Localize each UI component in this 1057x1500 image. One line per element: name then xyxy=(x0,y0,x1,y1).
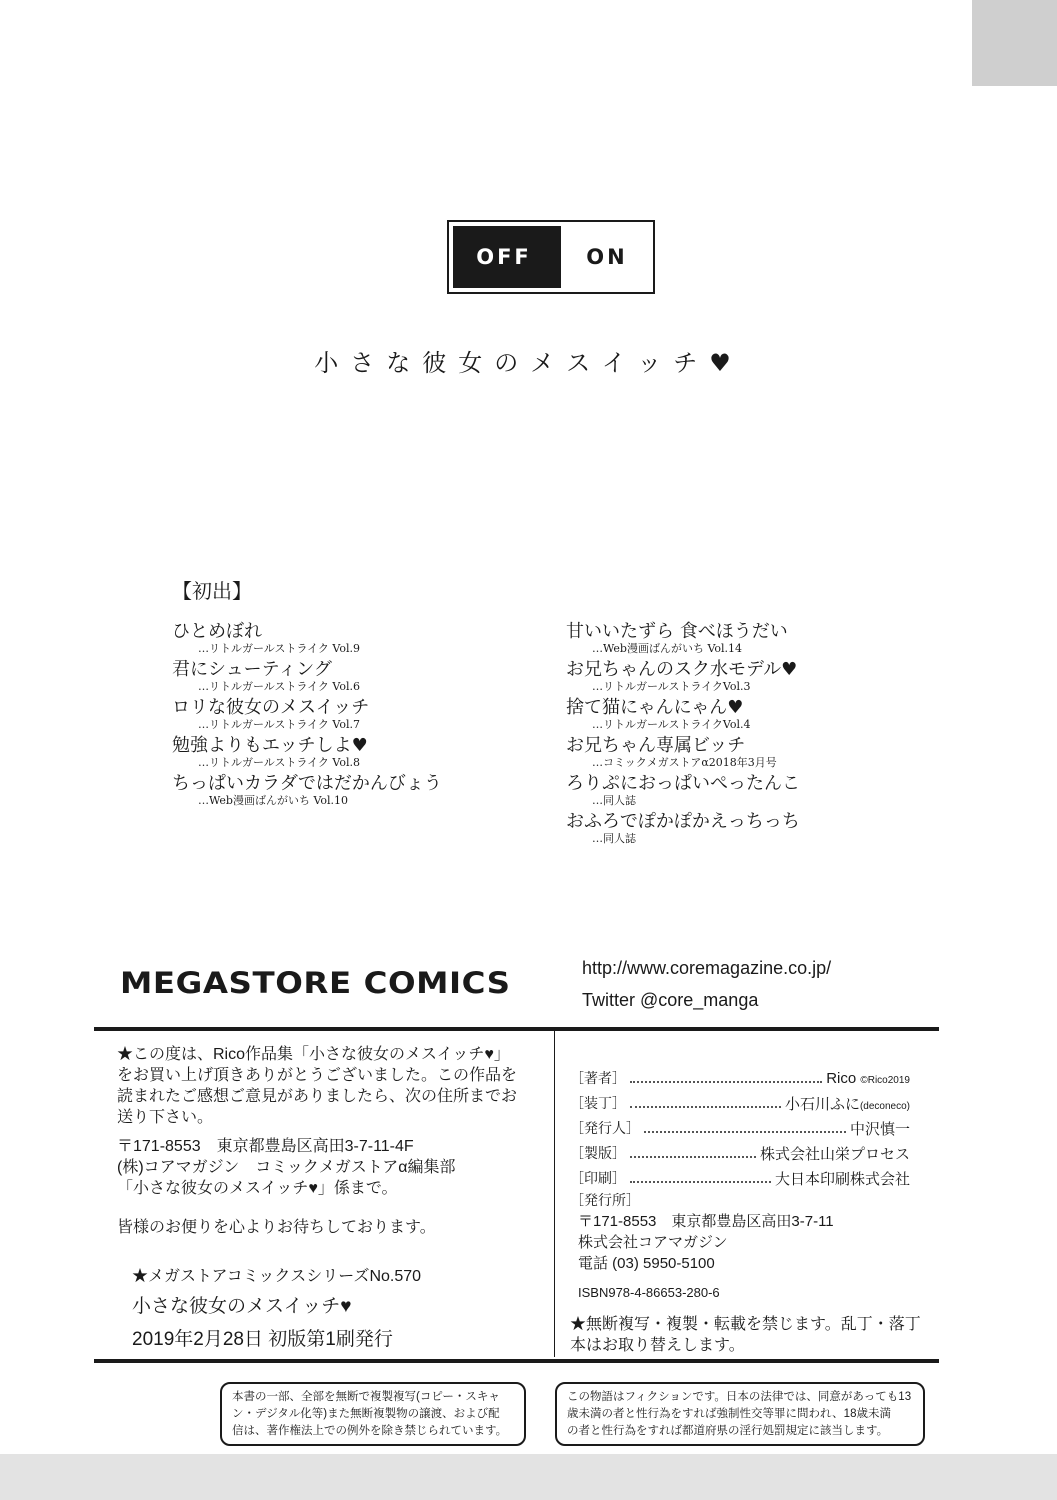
off-on-toggle-logo xyxy=(447,220,655,294)
notice-line: の者と性行為をすれば都道府県の淫行処罰規定に該当します。 xyxy=(567,1425,889,1437)
story-source: …Web漫画ばんがいち Vol.10 xyxy=(198,794,349,807)
list-item xyxy=(566,812,800,846)
prohibited-line: ★無断複写・複製・転載を禁じます。乱丁・落丁 xyxy=(570,1316,921,1333)
story-title: お兄ちゃんのスク水モデル♥ xyxy=(566,659,798,680)
address-line: 〒171-8553 東京都豊島区高田3-7-11-4F xyxy=(117,1138,414,1155)
leader-dots xyxy=(630,1148,756,1158)
story-source: …リトルガールストライクVol.4 xyxy=(592,718,751,731)
credit-value: 大日本印刷株式会社 xyxy=(774,1170,910,1188)
message-line: をお買い上げ頂きありがとうございました。この作品を xyxy=(117,1067,518,1084)
credit-row-printer xyxy=(570,1167,910,1189)
credit-row-author xyxy=(570,1067,910,1089)
list-item xyxy=(172,622,360,656)
story-source: …同人誌 xyxy=(592,832,636,845)
toggle-divider xyxy=(555,226,561,288)
list-item xyxy=(566,622,788,656)
credit-row-publisher-person xyxy=(570,1117,910,1139)
story-source: …リトルガールストライクVol.3 xyxy=(592,680,751,693)
bottom-strip xyxy=(0,1454,1057,1500)
credit-value: Rico ©Rico2019 xyxy=(826,1069,910,1087)
address-line: (株)コアマガジン コミックメガストアα編集部 xyxy=(117,1159,456,1176)
credit-value: 株式会社山栄プロセス xyxy=(759,1145,910,1163)
book-title: 小さな彼女のメスイッチ♥ xyxy=(314,349,743,377)
list-item xyxy=(172,698,369,732)
series-number: ★メガストアコミックスシリーズNo.570 xyxy=(132,1268,422,1285)
message-line: 読まれたご感想ご意見がありましたら、次の住所までお xyxy=(117,1088,518,1105)
story-title: お兄ちゃん専属ビッチ xyxy=(566,735,746,756)
fiction-notice-box xyxy=(555,1382,925,1446)
list-item xyxy=(172,774,442,808)
story-source: …リトルガールストライク Vol.6 xyxy=(198,680,360,693)
address-line: 「小さな彼女のメスイッチ♥」係まで。 xyxy=(117,1180,398,1197)
credit-row-design xyxy=(570,1092,910,1114)
toggle-off-label: OFF xyxy=(453,226,555,288)
credit-key: ［製版］ xyxy=(570,1145,626,1161)
story-source: …コミックメガストアα2018年3月号 xyxy=(592,756,777,769)
publisher-phone: 電話 (03) 5950-5100 xyxy=(578,1255,715,1272)
list-item xyxy=(566,698,750,732)
story-title: ひとめぼれ xyxy=(172,621,262,642)
notice-line: 信は、著作権法上での例外を除き禁じられています。 xyxy=(232,1425,508,1437)
leader-dots xyxy=(630,1098,781,1108)
story-title: 捨て猫にゃんにゃん♥ xyxy=(566,697,744,718)
notice-line: ン・デジタル化等)また無断複製物の譲渡、および配 xyxy=(232,1408,500,1420)
story-title: おふろでぽかぽかえっちっち xyxy=(566,811,800,832)
corner-tab xyxy=(972,0,1057,86)
credit-value: 中沢慎一 xyxy=(849,1120,910,1138)
story-source: …リトルガールストライク Vol.8 xyxy=(198,756,360,769)
credit-key: ［装丁］ xyxy=(570,1095,626,1111)
story-title: 君にシューティング xyxy=(172,659,332,680)
website-url[interactable]: http://www.coremagazine.co.jp/ xyxy=(582,958,832,978)
story-title: ろりぷにおっぱいぺったんこ xyxy=(566,773,800,794)
list-item xyxy=(172,660,360,694)
first-published-header: 【初出】 xyxy=(172,579,252,603)
publication-date: 2019年2月28日 初版第1刷発行 xyxy=(132,1329,393,1350)
story-title: ロリな彼女のメスイッチ xyxy=(172,697,370,718)
leader-dots xyxy=(630,1173,771,1183)
colophon-bottom-rule xyxy=(94,1359,939,1363)
twitter-handle[interactable]: Twitter @core_manga xyxy=(582,990,759,1010)
credit-value: 小石川ふに(deconeco) xyxy=(784,1095,910,1113)
story-source: …同人誌 xyxy=(592,794,636,807)
story-source: …リトルガールストライク Vol.9 xyxy=(198,642,360,655)
list-item xyxy=(566,736,777,770)
credit-key: ［発行人］ xyxy=(570,1120,640,1136)
notice-line: 本書の一部、全部を無断で複製複写(コピー・スキャ xyxy=(232,1391,500,1403)
copyright-notice-box xyxy=(220,1382,526,1446)
story-title: ちっぱいカラダではだかんびょう xyxy=(172,773,442,794)
story-title: 勉強よりもエッチしよ♥ xyxy=(172,735,368,756)
credit-key: ［著者］ xyxy=(570,1070,626,1086)
series-title: 小さな彼女のメスイッチ♥ xyxy=(132,1296,352,1317)
leader-dots xyxy=(630,1073,822,1083)
toggle-on-label: ON xyxy=(586,245,628,269)
colophon-top-rule xyxy=(94,1027,939,1031)
closing-message: 皆様のお便りを心よりお待ちしております。 xyxy=(117,1219,436,1236)
notice-line: 歳未満の者と性行為をすれば強制性交等罪に問われ、18歳未満 xyxy=(567,1408,891,1420)
story-source: …Web漫画ばんがいち Vol.14 xyxy=(592,642,743,655)
publisher-address: 〒171-8553 東京都豊島区高田3-7-11 xyxy=(578,1213,834,1230)
list-item xyxy=(172,736,368,770)
message-line: 送り下さい。 xyxy=(117,1109,214,1126)
publisher-key: ［発行所］ xyxy=(570,1192,640,1208)
publisher-name: 株式会社コアマガジン xyxy=(578,1234,728,1251)
credit-key: ［印刷］ xyxy=(570,1170,626,1186)
notice-line: この物語はフィクションです。日本の法律では、同意があっても13 xyxy=(567,1391,912,1403)
prohibited-line: 本はお取り替えします。 xyxy=(570,1337,745,1354)
story-source: …リトルガールストライク Vol.7 xyxy=(198,718,360,731)
isbn: ISBN978-4-86653-280-6 xyxy=(578,1285,720,1300)
message-line: ★この度は、Rico作品集「小さな彼女のメスイッチ♥」 xyxy=(117,1046,510,1063)
story-title: 甘いいたずら 食べほうだい xyxy=(566,621,788,642)
leader-dots xyxy=(644,1123,846,1133)
colophon-divider xyxy=(554,1031,555,1357)
megastore-comics-logo: MEGASTORE COMICS xyxy=(120,966,511,1000)
list-item xyxy=(566,774,800,808)
list-item xyxy=(566,660,797,694)
credit-row-plate xyxy=(570,1142,910,1164)
